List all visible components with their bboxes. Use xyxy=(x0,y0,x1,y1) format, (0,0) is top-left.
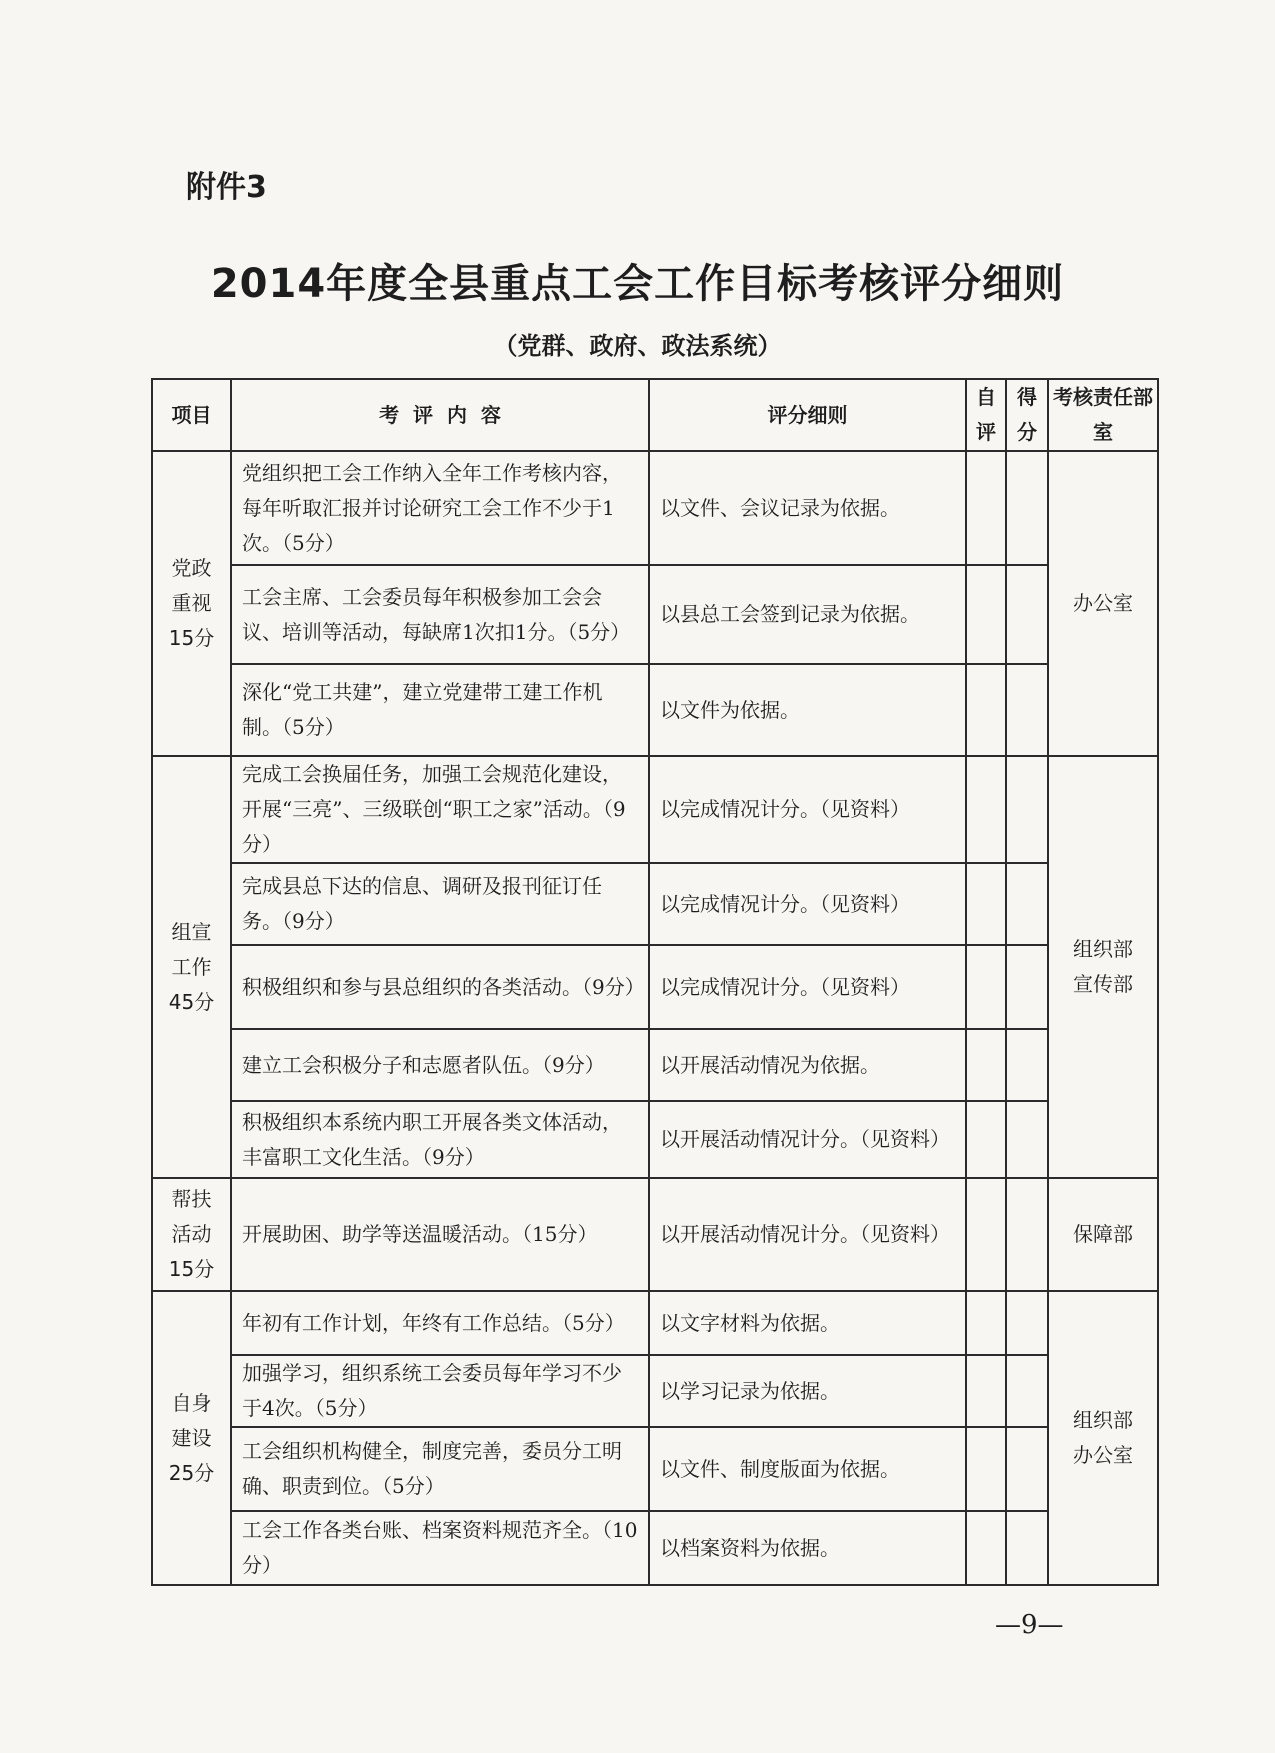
score-cell[interactable] xyxy=(1006,1101,1048,1178)
score-cell[interactable] xyxy=(1006,945,1048,1029)
self-eval-cell[interactable] xyxy=(966,1029,1006,1101)
self-eval-cell[interactable] xyxy=(966,863,1006,945)
scoring-table xyxy=(151,378,1159,1586)
criteria-cell: 以完成情况计分。（见资料） xyxy=(649,756,966,863)
header-content: 考 评 内 容 xyxy=(231,379,649,451)
category-cell: 组宣工作45分 xyxy=(152,756,231,1178)
header-score: 得分 xyxy=(1006,379,1048,451)
score-cell[interactable] xyxy=(1006,1355,1048,1427)
table-row xyxy=(152,565,1158,664)
self-eval-cell[interactable] xyxy=(966,1511,1006,1585)
category-cell: 自身建设25分 xyxy=(152,1291,231,1585)
self-eval-cell[interactable] xyxy=(966,1101,1006,1178)
criteria-cell: 以开展活动情况计分。（见资料） xyxy=(649,1101,966,1178)
score-cell[interactable] xyxy=(1006,863,1048,945)
criteria-cell: 以档案资料为依据。 xyxy=(649,1511,966,1585)
header-item: 项目 xyxy=(152,379,231,451)
dept-name: 宣传部 xyxy=(1073,972,1133,996)
dept-name: 组织部 xyxy=(1073,937,1133,961)
table-row xyxy=(152,451,1158,565)
dept-cell xyxy=(1048,1178,1158,1291)
score-cell[interactable] xyxy=(1006,1029,1048,1101)
attachment-label: 附件3 xyxy=(186,170,267,205)
content-cell: 完成县总下达的信息、调研及报刊征订任务。（9分） xyxy=(231,863,649,945)
page-number: —9— xyxy=(995,1610,1064,1640)
content-cell: 年初有工作计划，年终有工作总结。（5分） xyxy=(231,1291,649,1355)
table-row xyxy=(152,664,1158,756)
self-eval-cell[interactable] xyxy=(966,1355,1006,1427)
content-cell: 深化“党工共建”，建立党建带工建工作机制。（5分） xyxy=(231,664,649,756)
table-row xyxy=(152,1029,1158,1101)
content-cell: 积极组织和参与县总组织的各类活动。（9分） xyxy=(231,945,649,1029)
table-row xyxy=(152,1101,1158,1178)
self-eval-cell[interactable] xyxy=(966,451,1006,565)
dept-name: 保障部 xyxy=(1073,1222,1133,1246)
document-title: 2014年度全县重点工会工作目标考核评分细则 xyxy=(210,261,1065,307)
criteria-cell: 以完成情况计分。（见资料） xyxy=(649,863,966,945)
criteria-cell: 以学习记录为依据。 xyxy=(649,1355,966,1427)
score-cell[interactable] xyxy=(1006,1178,1048,1291)
table-row xyxy=(152,1355,1158,1427)
self-eval-cell[interactable] xyxy=(966,1178,1006,1291)
score-cell[interactable] xyxy=(1006,1511,1048,1585)
criteria-cell: 以文件为依据。 xyxy=(649,664,966,756)
content-cell: 工会组织机构健全，制度完善，委员分工明确、职责到位。（5分） xyxy=(231,1427,649,1511)
self-eval-cell[interactable] xyxy=(966,664,1006,756)
dept-cell xyxy=(1048,1291,1158,1585)
table-row xyxy=(152,1511,1158,1585)
score-cell[interactable] xyxy=(1006,756,1048,863)
score-cell[interactable] xyxy=(1006,1427,1048,1511)
self-eval-cell[interactable] xyxy=(966,756,1006,863)
criteria-cell: 以文件、制度版面为依据。 xyxy=(649,1427,966,1511)
header-dept: 考核责任部室 xyxy=(1048,379,1158,451)
self-eval-cell[interactable] xyxy=(966,1291,1006,1355)
dept-cell xyxy=(1048,756,1158,1178)
criteria-cell: 以开展活动情况为依据。 xyxy=(649,1029,966,1101)
self-eval-cell[interactable] xyxy=(966,945,1006,1029)
dept-name: 办公室 xyxy=(1073,1443,1133,1467)
content-cell: 完成工会换届任务，加强工会规范化建设，开展“三亮”、三级联创“职工之家”活动。（9分） xyxy=(231,756,649,863)
category-cell: 党政重视15分 xyxy=(152,451,231,756)
score-cell[interactable] xyxy=(1006,1291,1048,1355)
criteria-cell: 以县总工会签到记录为依据。 xyxy=(649,565,966,664)
dept-name: 办公室 xyxy=(1073,591,1133,615)
content-cell: 积极组织本系统内职工开展各类文体活动，丰富职工文化生活。（9分） xyxy=(231,1101,649,1178)
header-self-eval: 自评 xyxy=(966,379,1006,451)
score-cell[interactable] xyxy=(1006,664,1048,756)
table-row xyxy=(152,1178,1158,1291)
dept-name: 组织部 xyxy=(1073,1408,1133,1432)
table-row xyxy=(152,756,1158,863)
criteria-cell: 以开展活动情况计分。（见资料） xyxy=(649,1178,966,1291)
content-cell: 工会工作各类台账、档案资料规范齐全。（10分） xyxy=(231,1511,649,1585)
content-cell: 党组织把工会工作纳入全年工作考核内容，每年听取汇报并讨论研究工会工作不少于1次。（5分） xyxy=(231,451,649,565)
content-cell: 工会主席、工会委员每年积极参加工会会议、培训等活动，每缺席1次扣1分。（5分） xyxy=(231,565,649,664)
self-eval-cell[interactable] xyxy=(966,565,1006,664)
table-row xyxy=(152,1427,1158,1511)
content-cell: 加强学习，组织系统工会委员每年学习不少于4次。（5分） xyxy=(231,1355,649,1427)
self-eval-cell[interactable] xyxy=(966,1427,1006,1511)
score-cell[interactable] xyxy=(1006,451,1048,565)
table-header-row xyxy=(152,379,1158,451)
score-cell[interactable] xyxy=(1006,565,1048,664)
content-cell: 建立工会积极分子和志愿者队伍。（9分） xyxy=(231,1029,649,1101)
table-row xyxy=(152,1291,1158,1355)
category-cell: 帮扶活动15分 xyxy=(152,1178,231,1291)
table-row xyxy=(152,863,1158,945)
table-row xyxy=(152,945,1158,1029)
document-subtitle: （党群、政府、政法系统） xyxy=(493,332,782,360)
criteria-cell: 以文件、会议记录为依据。 xyxy=(649,451,966,565)
criteria-cell: 以完成情况计分。（见资料） xyxy=(649,945,966,1029)
header-criteria: 评分细则 xyxy=(649,379,966,451)
content-cell: 开展助困、助学等送温暖活动。（15分） xyxy=(231,1178,649,1291)
criteria-cell: 以文字材料为依据。 xyxy=(649,1291,966,1355)
dept-cell xyxy=(1048,451,1158,756)
